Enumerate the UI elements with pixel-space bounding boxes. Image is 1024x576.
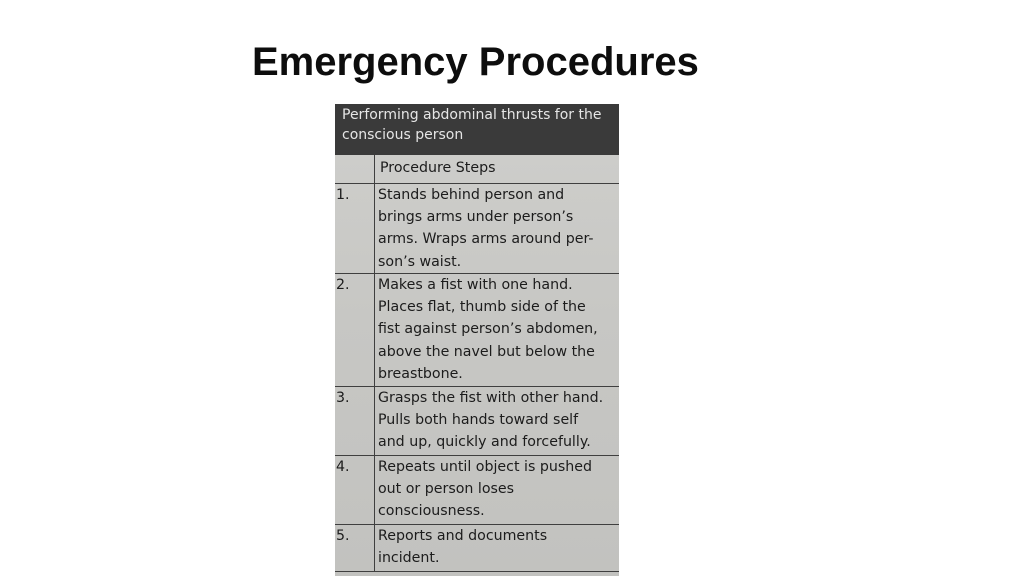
step-text-line: Stands behind person and [378, 187, 565, 203]
step-number: 4. [335, 456, 375, 525]
table-row [335, 184, 619, 274]
step-number: 3. [335, 387, 375, 456]
table-row [335, 274, 619, 387]
slide-title: Emergency Procedures [252, 40, 699, 84]
step-text-line: Makes a fist with one hand. [378, 277, 573, 293]
step-text-line: consciousness. [378, 503, 485, 520]
procedure-table-photo [335, 104, 619, 576]
table-row [335, 456, 619, 525]
step-text-line: Repeats until object is pushed [378, 459, 592, 475]
step-text [375, 387, 620, 456]
table-header-row [335, 155, 619, 184]
step-number: 1. [335, 184, 375, 274]
step-text [375, 184, 620, 274]
table-caption [335, 104, 619, 155]
procedure-steps-header: Procedure Steps [375, 155, 620, 184]
step-text-line: son’s waist. [378, 253, 462, 270]
step-text-line: Pulls both hands toward self [378, 412, 579, 429]
step-text-line: Reports and documents [378, 528, 548, 544]
procedure-steps-table [335, 155, 619, 572]
table-row [335, 525, 619, 572]
table-caption-line: Performing abdominal thrusts for the [342, 107, 602, 123]
step-text-line: incident. [378, 550, 440, 567]
step-number: 5. [335, 525, 375, 572]
number-column-header [335, 155, 375, 184]
step-text-line: Places flat, thumb side of the [378, 299, 586, 316]
step-text-line: Grasps the fist with other hand. [378, 390, 604, 406]
step-text-line: fist against person’s abdomen, [378, 321, 598, 338]
step-text-line: brings arms under person’s [378, 209, 574, 226]
step-text [375, 456, 620, 525]
step-text-line: out or person loses [378, 481, 515, 498]
table-caption-line: conscious person [342, 127, 464, 143]
step-text [375, 525, 620, 572]
step-number: 2. [335, 274, 375, 387]
step-text [375, 274, 620, 387]
step-text-line: and up, quickly and forcefully. [378, 434, 591, 451]
step-text-line: arms. Wraps arms around per- [378, 231, 594, 248]
table-row [335, 387, 619, 456]
step-text-line: breastbone. [378, 365, 463, 382]
step-text-line: above the navel but below the [378, 343, 595, 360]
